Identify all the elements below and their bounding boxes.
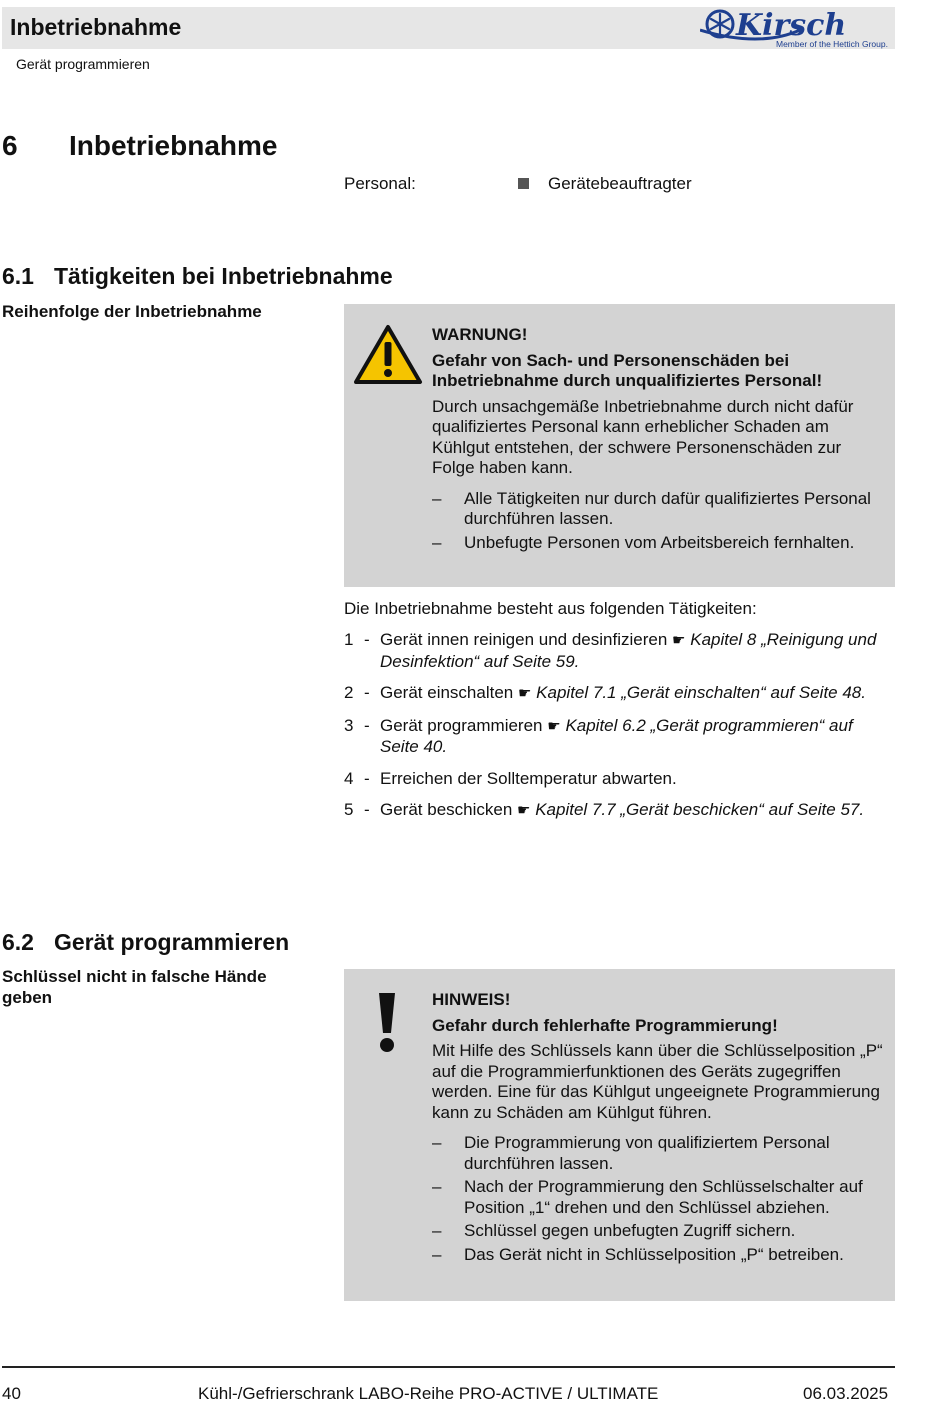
step-text: Gerät beschicken — [380, 800, 513, 819]
footer-divider — [2, 1366, 895, 1368]
side-label: Reihenfolge der Inbetriebnahme — [2, 302, 262, 321]
warning-item: – Unbefugte Personen vom Arbeitsbereich fernhalten. — [432, 533, 883, 554]
step-reference-link[interactable]: ☛ Kapitel 8 „Reinigung und Desinfektion“ auf Seite 59. — [380, 630, 877, 671]
page-number: 40 — [2, 1384, 21, 1403]
step-number: 1 — [344, 630, 354, 649]
chapter-title: Inbetriebnahme — [69, 130, 278, 161]
warning-content — [432, 325, 883, 556]
header-subtitle: Gerät programmieren — [16, 56, 150, 72]
square-bullet-icon — [518, 178, 529, 189]
notice-text: Mit Hilfe des Schlüssels kann über die Schlüsselposition „P“ auf die Programmierfunktionen des Geräts zugegriffen werden. Eine für das Kühlgut ungeeignete Programmierung kann zu Schäden am Kühlgut führen. — [432, 1041, 883, 1122]
notice-item: – Das Gerät nicht in Schlüsselposition „P“ betreiben. — [432, 1245, 883, 1266]
section-number: 6.1 — [2, 263, 34, 289]
step-text: Gerät programmieren — [380, 715, 543, 735]
notice-item: – Schlüssel gegen unbefugten Zugriff sichern. — [432, 1221, 883, 1242]
step-reference-link[interactable]: ☛ Kapitel 7.1 „Gerät einschalten“ auf Seite 48. — [517, 683, 866, 702]
warning-item: – Alle Tätigkeiten nur durch dafür qualifiziertes Personal durchführen lassen. — [432, 489, 883, 530]
notice-content — [432, 990, 883, 1268]
section-number: 6.2 — [2, 929, 34, 955]
exclamation-icon — [374, 993, 400, 1053]
step-number: 3 — [344, 715, 354, 735]
personnel-value: Gerätebeauftragter — [548, 174, 692, 193]
step-text: Gerät innen reinigen und desinfizieren — [380, 630, 668, 649]
steps-intro: Die Inbetriebnahme besteht aus folgenden Tätigkeiten: — [344, 599, 757, 618]
reference-arrow-icon: ☛ — [547, 717, 561, 735]
step-reference-link[interactable]: ☛ Kapitel 6.2 „Gerät programmieren“ auf Seite 40. — [380, 715, 853, 756]
reference-arrow-icon: ☛ — [517, 802, 531, 819]
reference-arrow-icon: ☛ — [517, 685, 532, 702]
step-text: Gerät einschalten — [380, 683, 514, 702]
personnel-label: Personal: — [344, 174, 416, 193]
logo-wordmark: Kirsch — [736, 8, 847, 43]
chapter-number: 6 — [2, 130, 18, 161]
steps-list — [344, 630, 895, 833]
warning-box — [344, 304, 895, 587]
logo-tagline: Member of the Hettich Group. — [776, 39, 888, 49]
step-number: 5 — [344, 800, 354, 819]
reference-arrow-icon: ☛ — [672, 632, 686, 649]
list-item: 1 - Gerät innen reinigen und desinfizieren ☛ Kapitel 8 „Reinigung und Desinfektion“ auf Seite 59. — [344, 630, 877, 671]
warning-title: WARNUNG! — [432, 325, 528, 344]
step-reference-link[interactable]: ☛ Kapitel 7.7 „Gerät beschicken“ auf Seite 57. — [517, 800, 865, 819]
notice-title: HINWEIS! — [432, 990, 511, 1009]
side-label: Schlüssel nicht in falsche Hände geben — [2, 967, 267, 1007]
notice-item: – Nach der Programmierung den Schlüsselschalter auf Position „1“ drehen und den Schlüssel abziehen. — [432, 1177, 883, 1218]
section-title: Tätigkeiten bei Inbetriebnahme — [54, 263, 393, 289]
notice-headline: Gefahr durch fehlerhafte Programmierung! — [432, 1015, 778, 1035]
list-item: 2 - Gerät einschalten ☛ Kapitel 7.1 „Gerät einschalten“ auf Seite 48. — [344, 683, 866, 702]
footer-title: Kühl-/Gefrierschrank LABO-Reihe PRO-ACTIVE / ULTIMATE — [198, 1384, 659, 1403]
step-number: 2 — [344, 683, 354, 702]
footer-date: 06.03.2025 — [803, 1384, 889, 1403]
warning-triangle-icon — [353, 324, 423, 386]
warning-text: Durch unsachgemäße Inbetriebnahme durch nicht dafür qualifiziertes Personal kann erheblicher Schaden am Kühlgut entstehen, der schwere Personenschäden zur Folge haben kann. — [432, 396, 854, 477]
list-item: 3 - Gerät programmieren ☛ Kapitel 6.2 „Gerät programmieren“ auf Seite 40. — [344, 715, 853, 756]
list-item: 5 - Gerät beschicken ☛ Kapitel 7.7 „Gerät beschicken“ auf Seite 57. — [344, 800, 865, 819]
list-item: 4 - Erreichen der Solltemperatur abwarten. — [344, 768, 677, 788]
notice-box — [344, 969, 895, 1301]
header-title: Inbetriebnahme — [10, 14, 182, 40]
notice-item: – Die Programmierung von qualifiziertem Personal durchführen lassen. — [432, 1133, 883, 1174]
section-title: Gerät programmieren — [54, 929, 290, 955]
step-number: 4 — [344, 768, 354, 788]
step-text: Erreichen der Solltemperatur abwarten. — [380, 768, 677, 788]
warning-headline: Gefahr von Sach- und Personenschäden bei Inbetriebnahme durch unqualifiziertes Personal! — [432, 350, 823, 390]
